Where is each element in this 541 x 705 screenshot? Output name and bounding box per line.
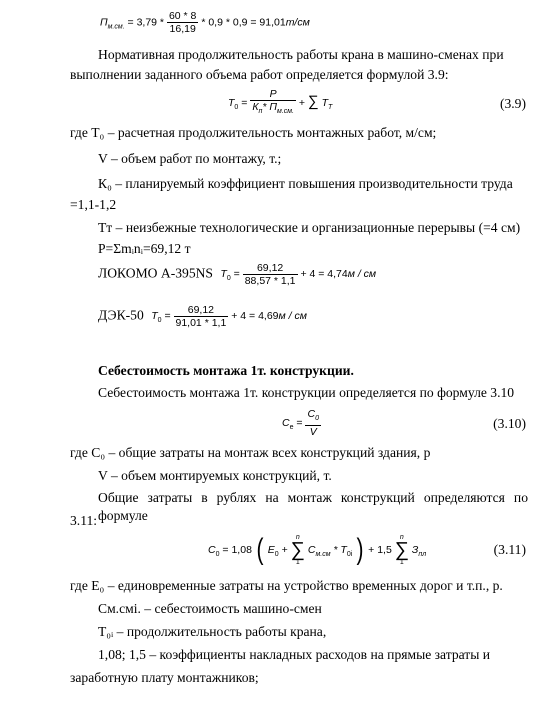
- formula-body: [151, 304, 307, 329]
- lower-limit: 1: [399, 559, 404, 566]
- formula-body: [220, 262, 377, 287]
- formula-text: = 3,79 *: [127, 16, 165, 29]
- fraction: [250, 88, 296, 118]
- numerator: Р: [250, 88, 296, 101]
- fraction: [243, 262, 298, 287]
- formula-lokomo: [98, 262, 376, 288]
- definition-line: где С₀ – общие затраты на монтаж всех конструкций здания, р: [70, 445, 431, 460]
- formula-text: =: [233, 268, 240, 281]
- formula-productivity: [100, 10, 310, 36]
- definition-line: =1,1-1,2: [70, 197, 117, 212]
- numerator: 60 * 8: [168, 10, 197, 22]
- definition-line: Р=Σmᵢnᵢ=69,12 т: [98, 241, 191, 256]
- formula-text: =: [241, 96, 248, 109]
- crane-label: ДЭК-50: [98, 307, 144, 323]
- formula-subscript: м.см.: [107, 23, 125, 31]
- formula-subscript: п: [258, 108, 263, 115]
- definition-line: К₀ – планируемый коэффициент повышения производительности труда: [98, 176, 513, 191]
- formula-text: * Т: [333, 543, 347, 556]
- sum-symbol: ∑: [290, 539, 305, 561]
- definition-line: V – объем работ по монтажу, т.;: [98, 151, 282, 166]
- sum-operator: [291, 534, 305, 566]
- formula-text: * 0,9 * 0,9 = 91,01: [201, 16, 286, 29]
- formula-subscript: 0: [234, 103, 239, 111]
- paragraph-line: выполнении заданного объема работ определяется формулой 3.9:: [70, 67, 449, 82]
- crane-label: ЛОКОМО А-395NS: [98, 265, 213, 281]
- paragraph-line: 1,08; 1,5 – коэффициенты накладных расходов на прямые затраты и: [98, 647, 491, 662]
- definition-line: V – объем монтируемых конструкций, т.: [98, 468, 332, 483]
- definition-line: где Т₀ – расчетная продолжительность монтажных работ, м/см;: [70, 125, 437, 140]
- denominator: [250, 101, 296, 118]
- formula-dek: [98, 304, 307, 330]
- formula-text: =: [164, 310, 171, 323]
- formula-text: + 1,5: [368, 543, 392, 556]
- formula-unit: т/см: [285, 16, 310, 29]
- formula-symbol: Т: [228, 96, 235, 109]
- formula-subscript: Т: [328, 103, 333, 111]
- definition-line: См.смі. – себестоимость машино-смен: [98, 601, 322, 616]
- definition-line: где Е₀ – единовременные затраты на устройство временных дорог и т.п., р.: [70, 578, 503, 593]
- numerator: [305, 408, 321, 426]
- formula-3-9: [228, 88, 332, 118]
- sum-operator: [395, 534, 409, 566]
- formula-symbol: Е: [267, 543, 275, 556]
- denominator: V: [309, 426, 317, 438]
- formula-symbol: С: [282, 416, 290, 429]
- formula-subscript: м.см: [315, 550, 331, 558]
- equation-number: (3.11): [493, 542, 526, 557]
- formula-text: =: [296, 416, 303, 429]
- formula-subscript: 0: [274, 550, 279, 558]
- formula-subscript: 0: [215, 550, 220, 558]
- formula-symbol: З: [411, 543, 419, 556]
- definition-line: Тᴛ – неизбежные технологические и организационные перерывы (=4 см): [98, 220, 521, 235]
- formula-text: +: [298, 96, 306, 109]
- section-heading: Себестоимость монтажа 1т. конструкции.: [98, 363, 354, 378]
- denominator-symbol: К: [252, 101, 259, 113]
- formula-symbol: Т: [151, 310, 158, 323]
- fraction: [305, 408, 321, 438]
- paragraph-line: Себестоимость монтажа 1т. конструкции определяется по формуле 3.10: [98, 385, 515, 400]
- lower-limit: 1: [295, 559, 300, 566]
- fraction: [174, 304, 229, 329]
- formula-subscript: 0: [157, 317, 162, 325]
- denominator: 16,19: [169, 23, 196, 35]
- formula-symbol: С: [208, 543, 216, 556]
- left-paren: (: [256, 533, 264, 566]
- formula-subscript: 0: [315, 415, 319, 422]
- equation-number: (3.10): [493, 416, 526, 431]
- formula-symbol: П: [100, 16, 108, 29]
- formula-text: + 4 = 4,69: [231, 310, 279, 323]
- numerator-symbol: С: [307, 408, 316, 420]
- sum-symbol: ∑: [307, 92, 319, 110]
- formula-subscript: 0: [226, 275, 231, 283]
- paragraph-line: 3.11:: [70, 513, 98, 528]
- formula-text: + 4 = 4,74: [300, 268, 348, 281]
- formula-subscript: м.см.: [277, 108, 294, 115]
- definition-line: Т₀ᵢ – продолжительность работы крана,: [98, 624, 327, 639]
- denominator-symbol: * П: [262, 101, 277, 113]
- upper-limit: n: [295, 534, 300, 541]
- formula-3-11: [208, 534, 426, 566]
- paragraph-line: Общие затраты в рублях на монтаж конструкций определяются по формуле: [98, 490, 528, 523]
- formula-symbol: Т: [321, 96, 329, 109]
- denominator: 88,57 * 1,1: [244, 275, 296, 287]
- sum-symbol: ∑: [394, 539, 409, 561]
- formula-subscript: пл: [418, 550, 427, 558]
- formula-subscript: 0i: [346, 550, 353, 558]
- formula-symbol: С: [307, 543, 316, 556]
- formula-text: +: [281, 543, 288, 556]
- equation-number: (3.9): [499, 96, 526, 111]
- right-paren: ): [356, 533, 364, 566]
- formula-subscript: е: [289, 423, 294, 431]
- upper-limit: n: [399, 534, 404, 541]
- paragraph-line: Нормативная продолжительность работы крана в машино-сменах при: [98, 47, 504, 62]
- formula-unit: м / см: [347, 268, 377, 281]
- formula-3-10: [282, 408, 321, 438]
- formula-text: = 1,08: [222, 543, 252, 556]
- numerator: 69,12: [243, 262, 298, 275]
- fraction: [167, 10, 198, 35]
- formula-unit: м / см: [278, 310, 307, 323]
- formula-symbol: Т: [220, 268, 227, 281]
- denominator: 91,01 * 1,1: [175, 317, 227, 329]
- paragraph-line: заработную плату монтажников;: [70, 670, 259, 685]
- numerator: 69,12: [174, 304, 229, 317]
